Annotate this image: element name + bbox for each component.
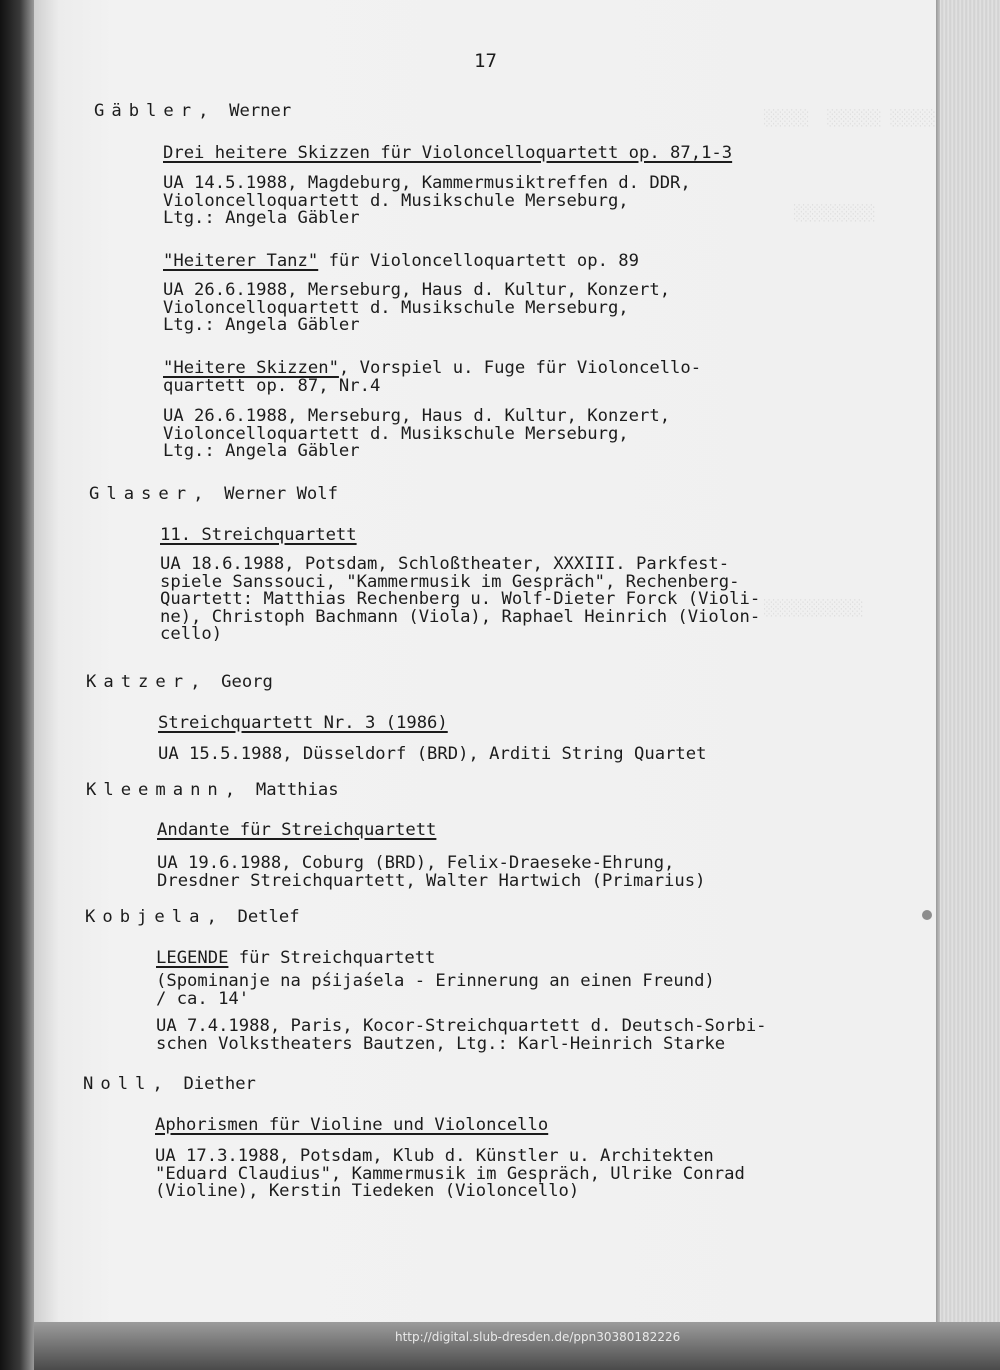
composer-firstname: Detlef — [237, 907, 300, 927]
composer-heading: Kleemann, Matthias — [86, 780, 339, 800]
performance-line: ne), Christoph Bachmann (Viola), Raphael Heinrich (Violon- — [160, 606, 761, 627]
work-title — [163, 253, 639, 270]
performance-info — [155, 1148, 745, 1201]
work-title — [158, 715, 448, 732]
work-title-rest: , Vorspiel u. Fuge für Violoncello- — [338, 358, 702, 378]
work-title — [156, 950, 435, 967]
work-title-underlined: 11. Streichquartett — [160, 525, 357, 545]
performance-line: Violoncelloquartett d. Musikschule Merseburg, — [163, 297, 629, 318]
work-title-continuation: / ca. 14' — [156, 989, 250, 1009]
performance-line: Ltg.: Angela Gäbler — [163, 315, 360, 335]
composer-firstname: Georg — [221, 672, 273, 692]
work-title-underlined: "Heiterer Tanz" — [163, 251, 319, 271]
work-title-underlined: "Heitere Skizzen" — [163, 358, 339, 378]
page-number: 17 — [474, 50, 497, 72]
composer-firstname: Diether — [183, 1074, 256, 1094]
performance-line: Quartett: Matthias Rechenberg u. Wolf-Dieter Forck (Violi- — [160, 589, 761, 609]
composer-heading: Katzer, Georg — [86, 672, 273, 692]
work-title — [160, 527, 357, 544]
work-title-rest: für Streichquartett — [228, 948, 436, 968]
performance-line: UA 7.4.1988, Paris, Kocor-Streichquartett d. Deutsch-Sorbi- — [156, 1016, 767, 1036]
composer-firstname: Werner — [229, 101, 292, 121]
book-page-edges — [940, 0, 1000, 1370]
performance-line: spiele Sanssouci, "Kammermusik im Gespräch", Rechenberg- — [160, 571, 740, 592]
composer-heading: Noll, Diether — [83, 1074, 256, 1094]
composer-surname: Gäbler — [94, 101, 199, 121]
performance-line: Ltg.: Angela Gäbler — [163, 441, 360, 461]
performance-info — [160, 556, 760, 644]
performance-info — [163, 282, 670, 335]
composer-surname: Noll — [83, 1074, 153, 1094]
performance-line: UA 15.5.1988, Düsseldorf (BRD), Arditi String Quartet — [158, 744, 707, 764]
performance-line: Violoncelloquartett d. Musikschule Merseburg, — [163, 423, 629, 444]
work-title-underlined: Andante für Streichquartett — [157, 820, 437, 840]
work-title — [163, 360, 701, 377]
work-title-rest: für Violoncelloquartett op. 89 — [318, 251, 639, 271]
performance-line: "Eduard Claudius", Kammermusik im Gespräch, Ulrike Conrad — [155, 1163, 745, 1184]
performance-info — [158, 746, 706, 764]
show-through-text: ░░░░░░░░░░░ — [764, 599, 864, 617]
work-title-continuation: (Spominanje na pśijaśela - Erinnerung an einen Freund) — [156, 971, 715, 991]
composer-firstname: Werner Wolf — [224, 484, 338, 504]
work-title-continuation: quartett op. 87, Nr.4 — [163, 376, 381, 396]
performance-line: Violoncelloquartett d. Musikschule Merseburg, — [163, 190, 629, 211]
work-title-underlined: Aphorismen für Violine und Violoncello — [155, 1115, 549, 1135]
composer-surname: Kleemann — [86, 780, 225, 800]
punch-hole-mark — [922, 910, 932, 920]
performance-line: UA 26.6.1988, Merseburg, Haus d. Kultur, Konzert, — [163, 280, 671, 300]
work-title — [163, 145, 732, 162]
work-title — [157, 822, 436, 839]
work-title-line2 — [156, 973, 715, 990]
composer-heading: Glaser, Werner Wolf — [89, 484, 338, 504]
performance-line: UA 26.6.1988, Merseburg, Haus d. Kultur, Konzert, — [163, 406, 671, 426]
performance-line: schen Volkstheaters Bautzen, Ltg.: Karl-Heinrich Starke — [156, 1033, 726, 1054]
show-through-text: ░░░░░░░░░ — [794, 204, 876, 222]
performance-info — [157, 855, 705, 890]
performance-line: cello) — [160, 624, 223, 644]
performance-line: UA 14.5.1988, Magdeburg, Kammermusiktreffen d. DDR, — [163, 173, 691, 193]
composer-firstname: Matthias — [255, 780, 339, 800]
performance-line: UA 17.3.1988, Potsdam, Klub d. Künstler u. Architekten — [155, 1146, 714, 1166]
composer-surname: Kobjela — [85, 907, 207, 927]
work-title-line2 — [163, 378, 380, 395]
performance-info — [163, 408, 670, 461]
show-through-text: ░░░░░ ░░░░░░ ░░░░░ — [764, 109, 936, 127]
work-title-underlined: LEGENDE — [156, 948, 229, 968]
work-title-underlined: Drei heitere Skizzen für Violoncelloquartett op. 87,1-3 — [163, 143, 733, 163]
document-page — [34, 0, 940, 1370]
performance-line: UA 18.6.1988, Potsdam, Schloßtheater, XXXIII. Parkfest- — [160, 554, 730, 574]
scan-left-margin — [0, 0, 34, 1370]
composer-heading: Kobjela, Detlef — [85, 907, 300, 927]
work-title-underlined: Streichquartett Nr. 3 (1986) — [158, 713, 448, 733]
performance-line: UA 19.6.1988, Coburg (BRD), Felix-Draeseke-Ehrung, — [157, 853, 675, 873]
work-title-line3 — [156, 991, 249, 1008]
composer-surname: Katzer — [86, 672, 191, 692]
performance-info — [163, 175, 691, 228]
work-title — [155, 1117, 548, 1134]
performance-line: Dresdner Streichquartett, Walter Hartwich (Primarius) — [157, 870, 706, 891]
performance-line: Ltg.: Angela Gäbler — [163, 208, 360, 228]
performance-info — [156, 1018, 767, 1053]
composer-heading: Gäbler, Werner — [94, 101, 292, 121]
composer-surname: Glaser — [89, 484, 194, 504]
source-url[interactable]: http://digital.slub-dresden.de/ppn30380182226 — [395, 1330, 681, 1344]
performance-line: (Violine), Kerstin Tiedeken (Violoncello) — [155, 1181, 580, 1201]
